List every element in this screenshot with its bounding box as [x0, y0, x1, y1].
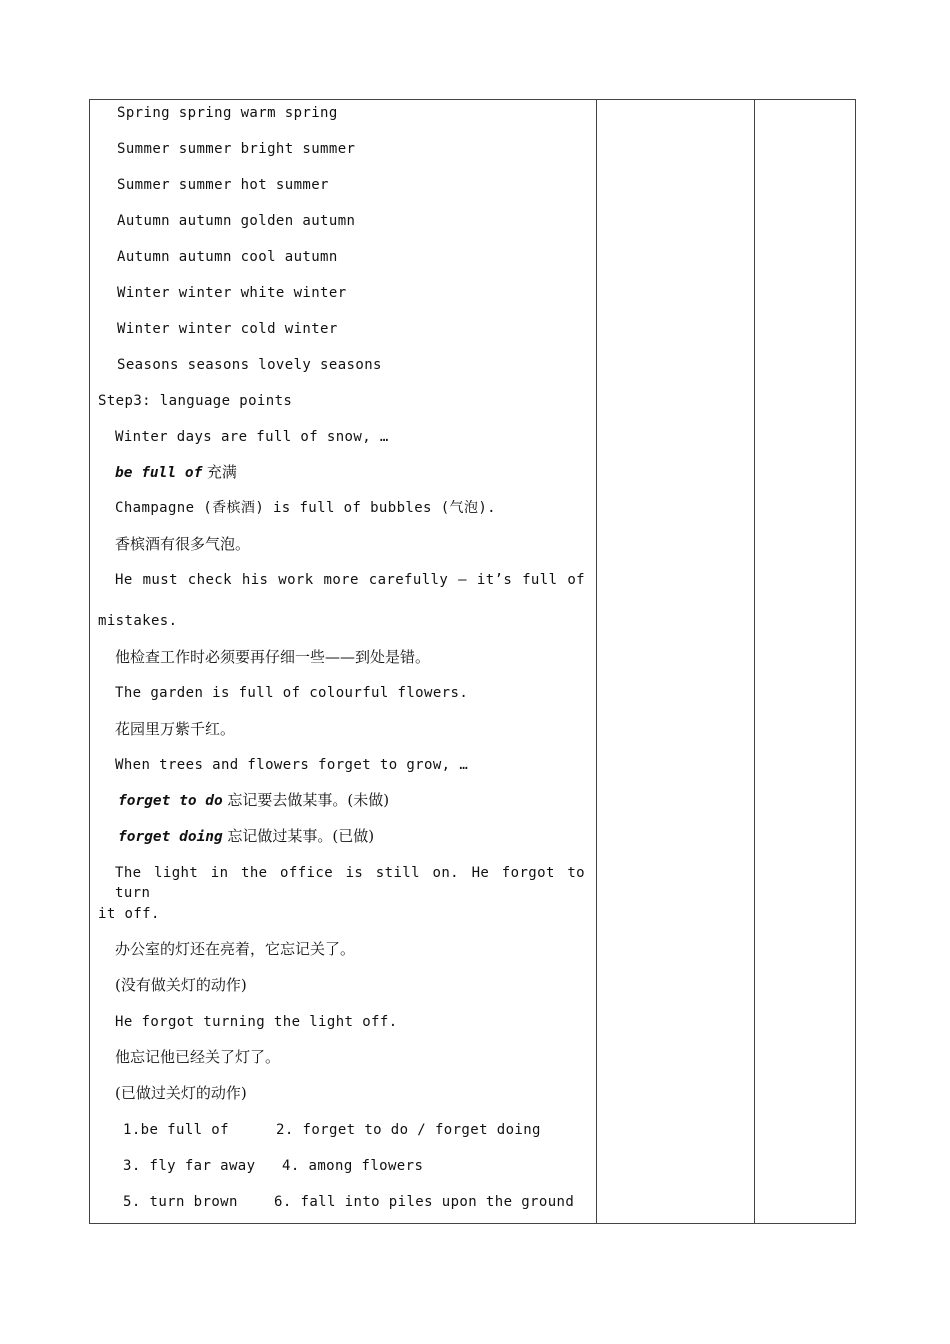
- example-translation: 他忘记他已经关了灯了。: [115, 1048, 281, 1066]
- summary-item: [123, 1156, 255, 1176]
- phrase-meaning: 忘记做过某事。(已做): [227, 827, 375, 845]
- summary-item: [123, 1192, 238, 1212]
- summary-number: 3.: [123, 1158, 141, 1174]
- summary-number: 4.: [282, 1158, 300, 1174]
- phrase-term: forget doing: [118, 829, 223, 845]
- text-quote: When trees and flowers forget to grow, …: [115, 757, 469, 773]
- phrase-meaning: 忘记要去做某事。(未做): [227, 791, 390, 809]
- phrase-line: [115, 462, 237, 483]
- poem-line: Autumn autumn cool autumn: [117, 249, 338, 265]
- summary-number: 1.: [123, 1122, 141, 1138]
- poem-line: Winter winter white winter: [117, 285, 347, 301]
- summary-item: [274, 1192, 574, 1212]
- example-sentence-continued: mistakes.: [98, 613, 178, 629]
- lesson-table: [89, 99, 856, 1224]
- step-heading: Step3: language points: [98, 393, 293, 409]
- example-note: (没有做关灯的动作): [115, 976, 247, 994]
- example-sentence: He forgot turning the light off.: [115, 1014, 398, 1030]
- poem-line: Summer summer bright summer: [117, 141, 356, 157]
- example-translation: 他检查工作时必须要再仔细一些——到处是错。: [115, 648, 431, 666]
- example-sentence-continued: it off.: [98, 906, 160, 922]
- summary-text: fall into piles upon the ground: [300, 1194, 575, 1210]
- example-note: (已做过关灯的动作): [115, 1084, 247, 1102]
- summary-item: [123, 1120, 229, 1140]
- phrase-term: be full of: [115, 465, 203, 481]
- summary-text: fly far away: [149, 1158, 256, 1174]
- phrase-meaning: 充满: [206, 463, 237, 481]
- phrase-line: [118, 826, 374, 847]
- example-translation: 香槟酒有很多气泡。: [115, 535, 251, 553]
- poem-line: Summer summer hot summer: [117, 177, 329, 193]
- poem-line: Spring spring warm spring: [117, 105, 338, 121]
- summary-item: [282, 1156, 423, 1176]
- summary-text: be full of: [140, 1122, 229, 1138]
- poem-line: Seasons seasons lovely seasons: [117, 357, 382, 373]
- example-sentence: The light in the office is still on. He forgot to turn: [115, 865, 585, 901]
- phrase-line: [118, 790, 389, 811]
- summary-item: [276, 1120, 541, 1140]
- column-divider-1: [596, 100, 597, 1223]
- summary-text: forget to do / forget doing: [302, 1122, 541, 1138]
- summary-text: among flowers: [308, 1158, 424, 1174]
- poem-line: Winter winter cold winter: [117, 321, 338, 337]
- example-translation: 办公室的灯还在亮着，它忘记关了。: [115, 940, 356, 958]
- text-quote: Winter days are full of snow, …: [115, 429, 389, 445]
- column-divider-2: [754, 100, 755, 1223]
- example-sentence: The garden is full of colourful flowers.: [115, 685, 469, 701]
- example-translation: 花园里万紫千红。: [115, 720, 236, 738]
- summary-number: 2.: [276, 1122, 294, 1138]
- example-sentence: Champagne (香槟酒) is full of bubbles (气泡).: [115, 500, 497, 516]
- summary-number: 6.: [274, 1194, 292, 1210]
- phrase-term: forget to do: [118, 793, 223, 809]
- example-sentence: He must check his work more carefully — it’s full of: [115, 572, 585, 588]
- summary-text: turn brown: [149, 1194, 238, 1210]
- summary-number: 5.: [123, 1194, 141, 1210]
- poem-line: Autumn autumn golden autumn: [117, 213, 356, 229]
